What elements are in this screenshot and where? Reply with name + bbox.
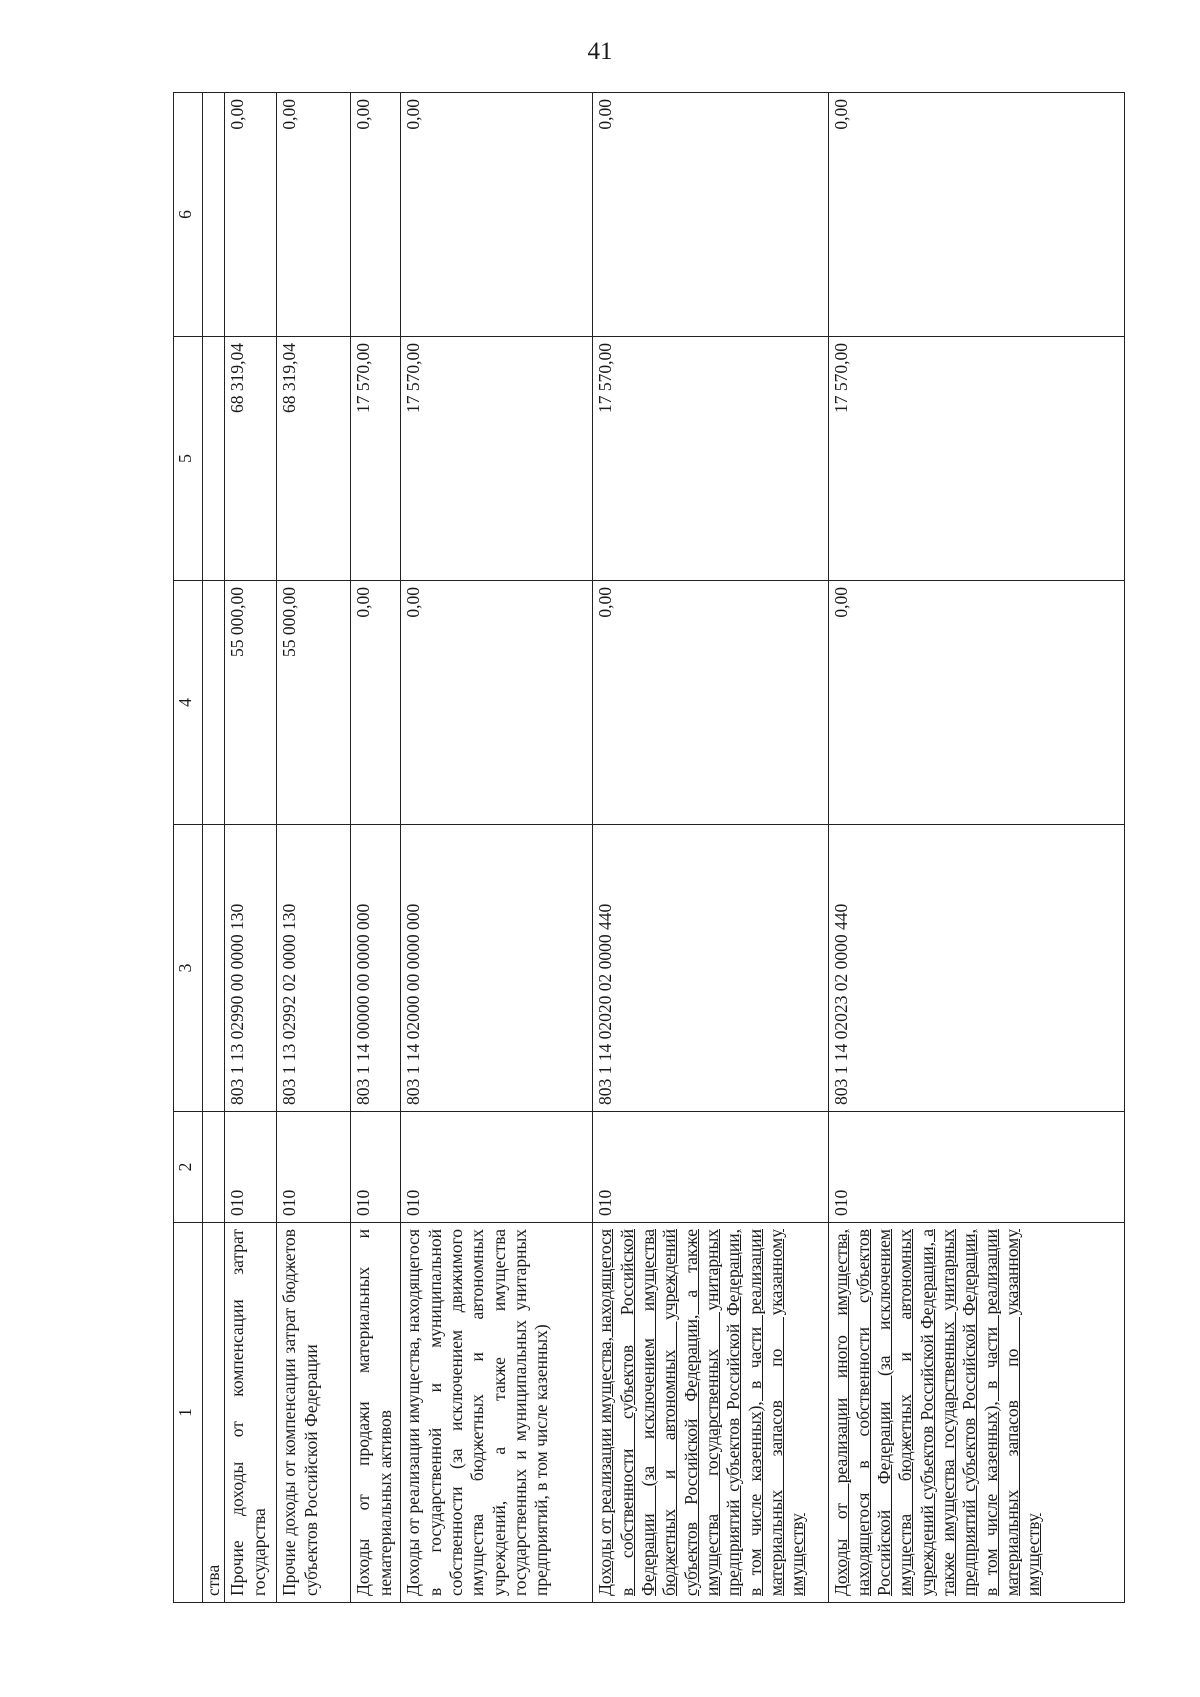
income-name: Прочие доходы от компенсации затрат государства — [225, 1223, 277, 1603]
amount-col5: 68 319,04 — [225, 337, 277, 581]
amount-col6: 0,00 — [593, 93, 829, 337]
empty-cell — [203, 825, 225, 1112]
income-name: Прочие доходы от компенсации затрат бюджетов субъектов Российской Федерации — [277, 1223, 351, 1603]
empty-cell — [203, 337, 225, 581]
amount-col6: 0,00 — [277, 93, 351, 337]
header-cell: 2 — [174, 1112, 203, 1223]
kbk-code: 803 1 14 02000 00 0000 000 — [401, 825, 593, 1112]
amount-col4: 0,00 — [351, 581, 401, 825]
empty-cell — [203, 93, 225, 337]
amount-col5: 17 570,00 — [829, 337, 1125, 581]
line-code: 010 — [351, 1112, 401, 1223]
kbk-code: 803 1 13 02990 00 0000 130 — [225, 825, 277, 1112]
amount-col6: 0,00 — [401, 93, 593, 337]
line-code: 010 — [593, 1112, 829, 1223]
rotated-table-wrapper — [173, 93, 1125, 1603]
continuation-cell: ства — [203, 1223, 225, 1603]
continuation-row — [203, 93, 225, 1603]
table-row — [277, 93, 351, 1603]
line-code: 010 — [225, 1112, 277, 1223]
empty-cell — [203, 1112, 225, 1223]
income-name-text: Доходы от реализации иного имущества, находящегося в собственности субъектов Российской Федерации (за исключением имущества бюджетных и автономных учреждений субъектов Российской Федерации, а также имущества государственных унитарных предприятий субъектов Российской Федерации, в том числе казенных), в части реализации материальных запасов по указанному имуществу — [831, 1229, 1044, 1596]
amount-col4: 0,00 — [593, 581, 829, 825]
table-row — [829, 93, 1125, 1603]
kbk-code: 803 1 14 02020 02 0000 440 — [593, 825, 829, 1112]
income-name — [593, 1223, 829, 1603]
header-cell: 3 — [174, 825, 203, 1112]
amount-col4: 0,00 — [829, 581, 1125, 825]
income-table — [173, 92, 1125, 1603]
header-cell: 5 — [174, 337, 203, 581]
income-name: Доходы от реализации имущества, находящегося в государственной и муниципальной собственности (за исключением движимого имущества бюджетных и автономных учреждений, а также имущества государственных и муниципальных унитарных предприятий, в том числе казенных) — [401, 1223, 593, 1603]
line-code: 010 — [829, 1112, 1125, 1223]
line-code: 010 — [277, 1112, 351, 1223]
header-cell: 6 — [174, 93, 203, 337]
page-number: 41 — [587, 38, 613, 65]
amount-col4: 0,00 — [401, 581, 593, 825]
amount-col5: 17 570,00 — [351, 337, 401, 581]
income-name-text: Доходы от реализации имущества, находящегося в собственности субъектов Российской Федерации (за исключением имущества бюджетных и автономных учреждений субъектов Российской Федерации, а также имущества государственных унитарных предприятий субъектов Российской Федерации, в том числе казенных), в части реализации материальных запасов по указанному имуществу — [595, 1229, 808, 1596]
amount-col6: 0,00 — [351, 93, 401, 337]
header-cell: 4 — [174, 581, 203, 825]
amount-col4: 55 000,00 — [277, 581, 351, 825]
kbk-code: 803 1 14 02023 02 0000 440 — [829, 825, 1125, 1112]
table-row — [593, 93, 829, 1603]
income-name — [829, 1223, 1125, 1603]
amount-col5: 17 570,00 — [401, 337, 593, 581]
empty-cell — [203, 581, 225, 825]
amount-col4: 55 000,00 — [225, 581, 277, 825]
amount-col5: 17 570,00 — [593, 337, 829, 581]
amount-col6: 0,00 — [225, 93, 277, 337]
table-row — [351, 93, 401, 1603]
amount-col5: 68 319,04 — [277, 337, 351, 581]
line-code: 010 — [401, 1112, 593, 1223]
header-row — [174, 93, 203, 1603]
table-row — [401, 93, 593, 1603]
kbk-code: 803 1 14 00000 00 0000 000 — [351, 825, 401, 1112]
income-name: Доходы от продажи материальных и нематериальных активов — [351, 1223, 401, 1603]
amount-col6: 0,00 — [829, 93, 1125, 337]
table-row — [225, 93, 277, 1603]
header-cell: 1 — [174, 1223, 203, 1603]
kbk-code: 803 1 13 02992 02 0000 130 — [277, 825, 351, 1112]
